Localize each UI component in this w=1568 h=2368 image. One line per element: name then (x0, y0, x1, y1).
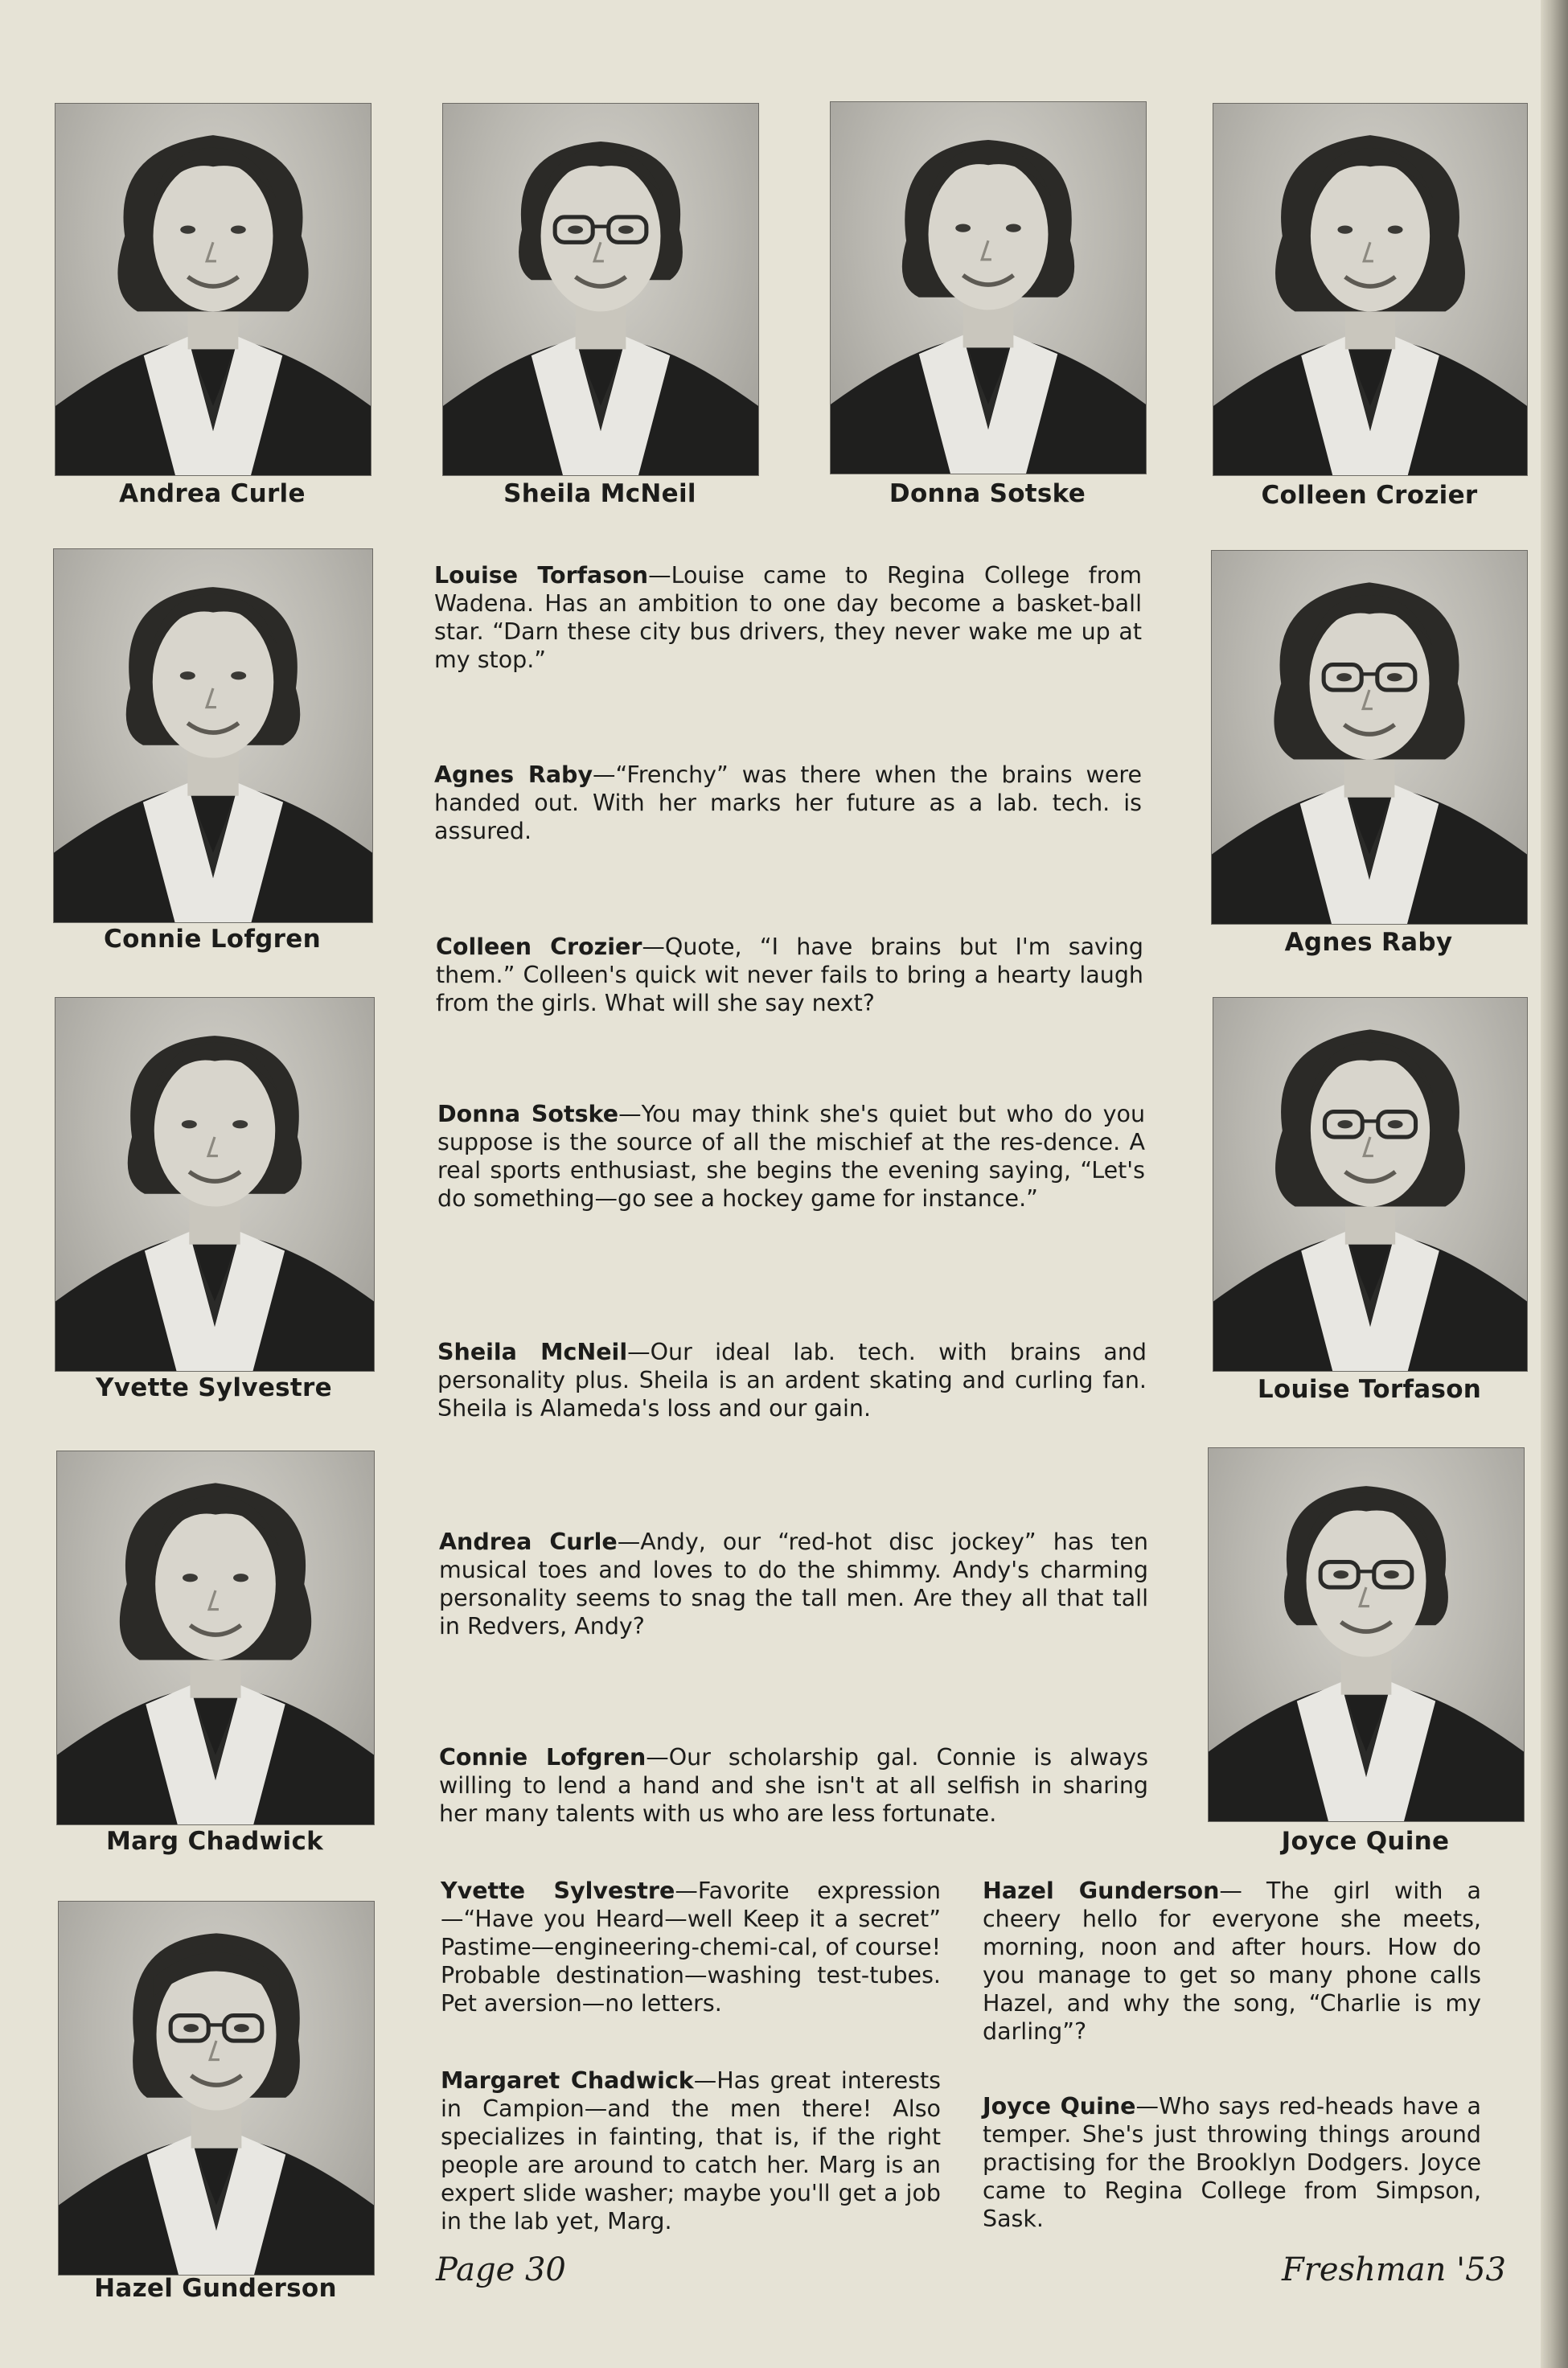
portrait-yvette-sylvestre (55, 997, 375, 1372)
bio-hazel-gunderson (983, 1877, 1481, 2046)
caption-hazel-gunderson: Hazel Gunderson (94, 2274, 337, 2303)
bio-text: —Our ideal lab. tech. with brains and personality plus. Sheila is an ardent skating and curling fan. Sheila is Alameda's loss and our gain. (437, 1339, 1147, 1422)
portrait-marg-chadwick (56, 1451, 375, 1825)
bio-name: Margaret Chadwick (441, 2067, 694, 2094)
bio-connie-lofgren (439, 1743, 1148, 1828)
book-spine (1541, 0, 1568, 2368)
caption-louise-torfason: Louise Torfason (1257, 1375, 1482, 1404)
portrait-agnes-raby (1211, 550, 1528, 925)
bio-text: —You may think she's quiet but who do you suppose is the source of all the mischief at the res-dence. A real sports enthusiast, she begins the evening saying, “Let's do something—go see a hockey game for instance.” (437, 1101, 1146, 1212)
portrait-silhouette (55, 104, 371, 475)
portrait-silhouette (54, 549, 372, 922)
bio-name: Connie Lofgren (439, 1744, 646, 1771)
portrait-louise-torfason (1213, 997, 1528, 1372)
portrait-connie-lofgren (53, 548, 373, 923)
bio-andrea-curle (439, 1528, 1148, 1640)
bio-agnes-raby (434, 761, 1142, 845)
caption-colleen-crozier: Colleen Crozier (1261, 481, 1478, 510)
bio-name: Sheila McNeil (437, 1339, 628, 1365)
bio-text: —Quote, “I have brains but I'm saving them.” Colleen's quick wit never fails to bring a hearty laugh from the girls. What will she say next? (436, 934, 1143, 1016)
bio-text: —“Frenchy” was there when the brains were handed out. With her marks her future as a lab. tech. is assured. (434, 761, 1142, 844)
issue-label: Freshman '53 (1282, 2251, 1506, 2288)
bio-text: —Favorite expression—“Have you Heard—well Keep it a secret” Pastime—engineering-chemi-cal, of course! Probable destination—washing test-tubes. Pet aversion—no letters. (441, 1878, 941, 2017)
portrait-andrea-curle (55, 103, 371, 476)
bio-name: Yvette Sylvestre (441, 1878, 675, 1904)
portrait-silhouette (831, 102, 1146, 474)
portrait-sheila-mcneil (442, 103, 759, 476)
bio-name: Hazel Gunderson (983, 1878, 1220, 1904)
bio-louise-torfason (434, 561, 1142, 674)
bio-name: Agnes Raby (434, 761, 593, 788)
page-number: Page 30 (436, 2251, 566, 2288)
caption-joyce-quine: Joyce Quine (1281, 1827, 1450, 1856)
bio-text: —Andy, our “red-hot disc jockey” has ten musical toes and loves to do the shimmy. Andy's charming personality seems to snag the tall men. Are they all that tall in Redvers, Andy? (439, 1529, 1148, 1640)
portrait-silhouette (1213, 998, 1527, 1371)
portrait-silhouette (1213, 104, 1527, 475)
bio-text: —Who says red-heads have a temper. She's just throwing things around practising for the Brooklyn Dodgers. Joyce came to Regina College from Simpson, Sask. (983, 2093, 1481, 2232)
portrait-silhouette (443, 104, 758, 475)
caption-andrea-curle: Andrea Curle (119, 479, 306, 508)
caption-marg-chadwick: Marg Chadwick (105, 1827, 324, 1856)
bio-name: Colleen Crozier (436, 934, 642, 960)
caption-donna-sotske: Donna Sotske (889, 479, 1086, 508)
caption-connie-lofgren: Connie Lofgren (104, 925, 321, 954)
portrait-colleen-crozier (1213, 103, 1528, 476)
bio-text: —Louise came to Regina College from Wadena. Has an ambition to one day become a basket-ball star. “Darn these city bus drivers, they never wake me up at my stop.” (434, 562, 1143, 673)
bio-name: Donna Sotske (437, 1101, 619, 1127)
bio-name: Joyce Quine (983, 2093, 1136, 2120)
bio-text: — The girl with a cheery hello for everyone she meets, morning, noon and after hours. How do you manage to get so many phone calls Hazel, and why the song, “Charlie is my darling”? (983, 1878, 1481, 2045)
caption-yvette-sylvestre: Yvette Sylvestre (96, 1373, 332, 1402)
bio-colleen-crozier (436, 933, 1143, 1017)
bio-yvette-sylvestre (441, 1877, 941, 2017)
caption-sheila-mcneil: Sheila McNeil (503, 479, 696, 508)
bio-sheila-mcneil (437, 1338, 1147, 1422)
bio-margaret-chadwick (441, 2066, 941, 2235)
bio-text: —Has great interests in Campion—and the men there! Also specializes in fainting, that is, if the right people are around to catch her. Marg is an expert slide washer; maybe you'll get a job in the lab yet, Marg. (441, 2067, 942, 2235)
bio-name: Andrea Curle (439, 1529, 618, 1555)
portrait-silhouette (1209, 1448, 1524, 1821)
portrait-silhouette (1212, 551, 1527, 924)
caption-agnes-raby: Agnes Raby (1284, 928, 1453, 957)
portrait-donna-sotske (830, 101, 1147, 474)
bio-name: Louise Torfason (434, 562, 649, 589)
portrait-silhouette (57, 1451, 374, 1824)
portrait-silhouette (55, 998, 374, 1371)
bio-joyce-quine (983, 2092, 1481, 2233)
bio-donna-sotske (437, 1100, 1145, 1213)
portrait-silhouette (59, 1902, 374, 2275)
portrait-joyce-quine (1208, 1447, 1525, 1822)
portrait-hazel-gunderson (58, 1901, 375, 2276)
bio-text: —Our scholarship gal. Connie is always willing to lend a hand and she isn't at all selfish in sharing her many talents with us who are less fortunate. (439, 1744, 1148, 1827)
